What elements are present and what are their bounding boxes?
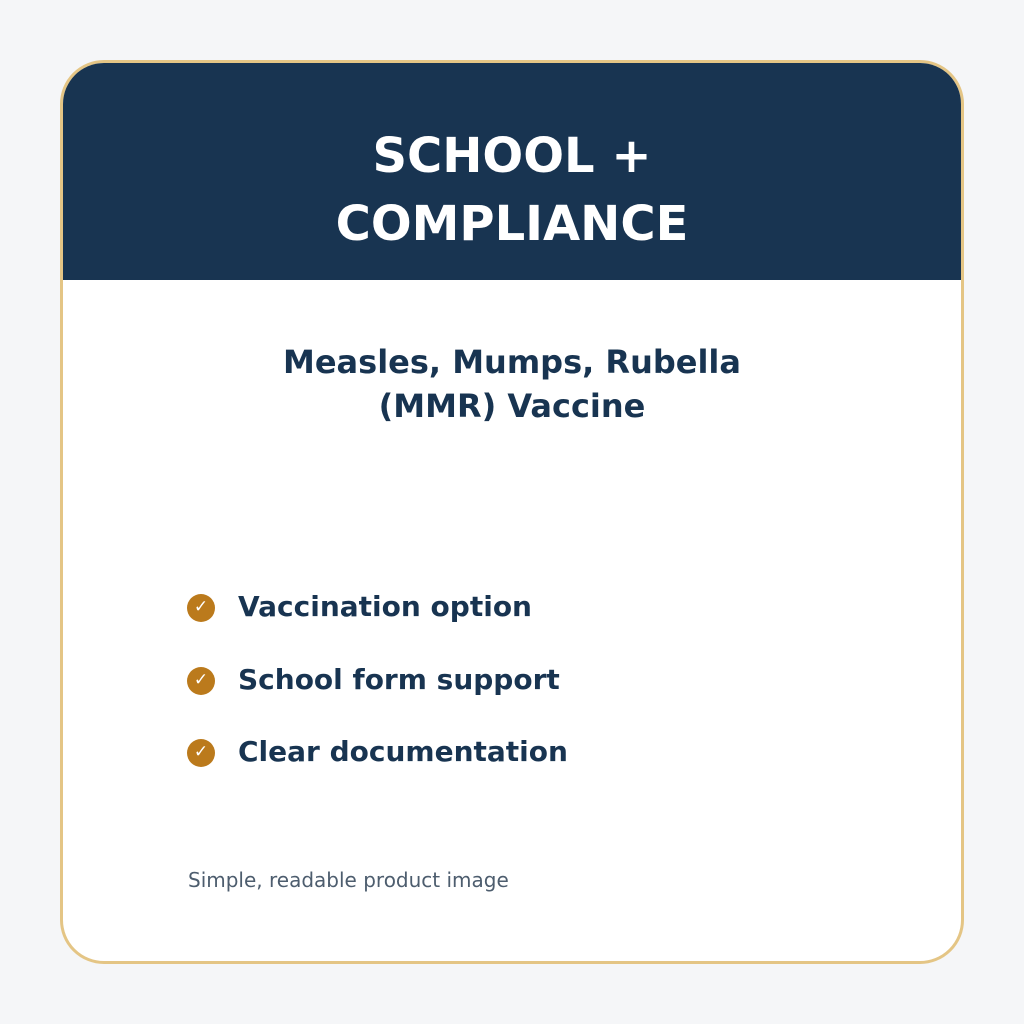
card-title-line-1: SCHOOL + [372, 128, 652, 184]
product-name-line-1: Measles, Mumps, Rubella [283, 343, 741, 381]
feature-label: School form support [238, 662, 560, 696]
card-title [0, 122, 1024, 258]
product-name [0, 340, 1024, 428]
feature-item [187, 584, 568, 630]
feature-label: Clear documentation [238, 735, 568, 768]
check-circle-icon: ✓ [187, 739, 215, 767]
feature-label: Vaccination option [238, 590, 532, 623]
image-caption: Simple, readable product image [188, 868, 509, 892]
feature-list [187, 584, 568, 802]
feature-item [187, 729, 568, 775]
card-title-line-2: COMPLIANCE [335, 196, 689, 252]
check-circle-icon: ✓ [187, 667, 215, 695]
product-name-line-2: (MMR) Vaccine [378, 387, 646, 425]
feature-item [187, 657, 568, 703]
check-circle-icon: ✓ [187, 594, 215, 622]
